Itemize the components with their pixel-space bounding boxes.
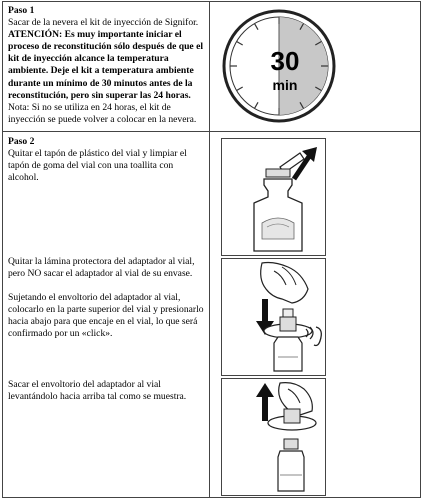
adapter-press-illustration: [221, 258, 326, 376]
lift-wrapper-illustration: [221, 378, 326, 496]
step2-instruction2: Quitar la lámina protectora del adaptador al vial, pero NO sacar el adaptador al vial de su envase.: [8, 256, 195, 280]
step2-instruction4: Sacar el envoltorio del adaptador al vial levantándolo hacia arriba tal como se muestra.: [8, 379, 187, 403]
vial-icon: [222, 139, 325, 255]
step2-instruction3: Sujetando el envoltorio del adaptador al vial, colocarlo en la parte superior del vial y presionarlo hacia abajo para que encaje en el vial, lo que será confirmado por un «click».: [8, 292, 204, 340]
timer-illustration: [219, 8, 339, 125]
step2-title: Paso 2: [8, 136, 35, 147]
timer-icon: [219, 8, 339, 125]
step1-attention: ATENCIÓN: Es muy importante iniciar el proceso de reconstitución sólo después de que el kit de inyección alcance la temperatura ambiente. Deje el kit a temperatura ambiente durante un mínimo de 30 minutos antes de la reconstitución, pero sin superar las 24 horas.: [8, 29, 203, 101]
row-divider: [3, 131, 420, 132]
timer-value: 30: [270, 46, 300, 76]
step1-line1: Sacar de la nevera el kit de inyección de Signifor.: [8, 17, 199, 29]
step1-text: [8, 5, 208, 126]
adapter-press-icon: [222, 259, 325, 375]
step2-instruction1: Quitar el tapón de plástico del vial y limpiar el tapón de goma del vial con una toallita con alcohol.: [8, 148, 187, 184]
lift-wrapper-icon: [222, 379, 325, 495]
instruction-table: [2, 1, 421, 498]
step2-text-a: [8, 136, 206, 184]
column-divider: [209, 2, 210, 497]
vial-cap-illustration: [221, 138, 326, 256]
timer-unit: min: [272, 77, 298, 93]
step1-note: Nota: Si no se utiliza en 24 horas, el kit de inyección se puede volver a colocar en la nevera.: [8, 101, 197, 125]
step1-title: Paso 1: [8, 5, 35, 16]
